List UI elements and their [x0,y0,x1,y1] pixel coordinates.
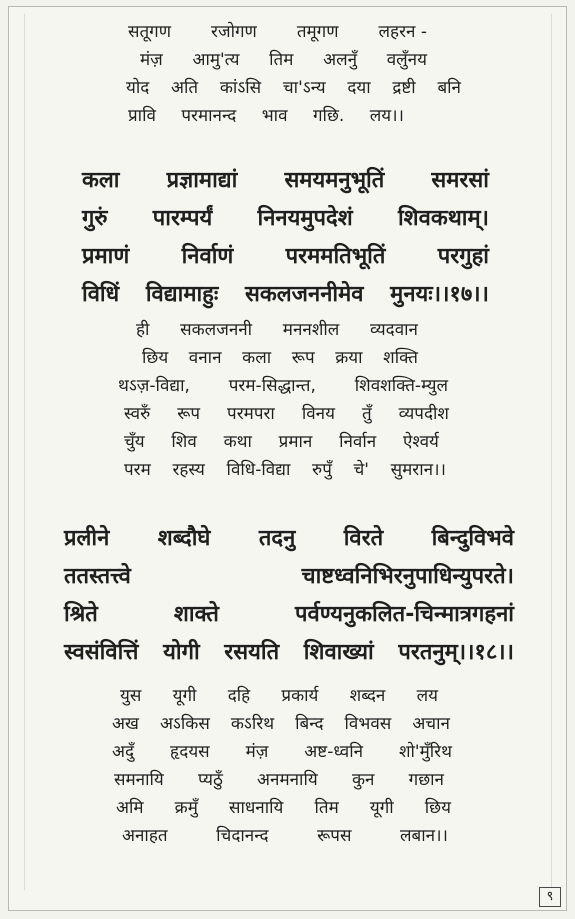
verse-line [64,634,514,672]
word: ऐश्वर्य [402,432,439,452]
word: क्रमुँ [174,798,198,818]
gloss-line [118,682,438,710]
word: हृदयस [169,742,210,762]
word: बनि [437,78,461,98]
word: शिवाख्यां [303,640,374,665]
word: परतनुम्।।१८।। [398,640,514,665]
word: सकलजननीमेव [244,282,364,307]
word: अनाहत [122,826,168,846]
word: अमि [116,798,144,818]
word: शिवकथाम्। [397,206,489,231]
word: रुपुँ [312,460,332,480]
word: मुनयः।।१७।। [390,282,489,307]
word: चुँय [124,432,145,452]
word: विधिं [82,282,120,307]
word: रूप [177,404,201,424]
word: युस [120,686,142,706]
word: योद [126,78,150,98]
word: दया [347,78,371,98]
word: तदनु [258,526,296,551]
word: प्रमान [278,432,313,452]
word: परममतिभूतिं [285,244,386,269]
verse-line [82,200,489,238]
word: बिन्द [295,714,324,734]
gloss-line [128,18,427,46]
verse-line [82,276,489,314]
word: तिम [269,50,294,70]
word: रूप [291,348,315,368]
word: परमानन्द [181,106,237,126]
word: मंज़ [245,742,269,762]
gloss-line [128,316,418,344]
word: चिदानन्द [216,826,269,846]
word: छिय [424,798,451,818]
word: सकलजननी [180,320,253,340]
word: स्वरुँ [124,404,151,424]
word: गुरुं [82,206,108,231]
word: अनमनायि [257,770,318,790]
word: प्रकार्य [281,686,319,706]
word: शक्ति [383,348,418,368]
word: निर्वान [339,432,377,452]
gloss-line [128,344,418,372]
word: प्रलीने [64,526,110,551]
word: प्यठुँ [197,770,223,790]
word: व्यदवान [370,320,418,340]
word: गछान [408,770,444,790]
word: ही [136,320,150,340]
word: रूपस [317,826,352,846]
word: शिव [171,432,197,452]
word: पर्वण्यनुकलित-चिन्मात्रगहनां [295,602,514,627]
word: लबान।। [400,826,448,846]
gloss-line [124,400,449,428]
word: चा'ऽन्य [282,78,326,98]
word: निर्वाणं [181,244,234,269]
gloss-line [112,710,450,738]
verse-line [64,558,514,596]
word: कांऽसि [219,78,262,98]
verse-line [64,596,514,634]
gloss-line [114,766,444,794]
gloss-line [112,738,452,766]
word: निनयमुपदेशं [257,206,353,231]
word: बिन्दुविभवे [431,526,514,551]
word: योगी [163,640,200,665]
word: वलुँनय [386,50,427,70]
word: शाक्ते [173,602,219,627]
word: परमपरा [227,404,275,424]
word: शो'मुँरिथ [398,742,452,762]
gloss-line [128,46,427,74]
gloss-stanza-1 [0,18,461,130]
word: लय।। [369,106,404,126]
word: रजोगण [211,22,257,42]
word: कुन [351,770,375,790]
gloss-line [118,372,448,400]
word: कला [82,168,120,193]
word: अति [171,78,199,98]
word: तमूगण [296,22,339,42]
word: प्रावि [128,106,156,126]
word: छिय [142,348,169,368]
verse-18 [0,520,514,672]
word: भाव [261,106,288,126]
word: रसयति [224,640,280,665]
word: तुँ [361,404,372,424]
verse-line [82,238,489,276]
word: अऽकिस [159,714,210,734]
word: तिम [314,798,339,818]
word: शब्दन [349,686,386,706]
word: ततस्तत्त्वे [64,564,131,589]
word: यूगी [172,686,197,706]
page-number: ९ [539,887,561,907]
word: अष्ट-ध्वनि [304,742,364,762]
word: समनायि [114,770,164,790]
word: रहस्य [172,460,205,480]
word: चाष्टध्वनिभिरनुपाधिन्युपरते। [301,564,514,589]
gloss-line [116,794,451,822]
gloss-stanza-3 [0,682,452,850]
word: अलनुँ [323,50,358,70]
verse-line [82,162,489,200]
verse-17 [0,162,489,314]
word: स्वसंवित्तिं [64,640,139,665]
gloss-line [124,428,439,456]
word: चे' [353,460,369,480]
word: द्रष्टी [392,78,416,98]
word: सुमरान।। [390,460,446,480]
word: गछि. [312,106,345,126]
word: विरते [343,526,384,551]
gloss-line [118,822,448,850]
word: समयमनुभूतिं [284,168,385,193]
word: श्रिते [64,602,98,627]
word: परगुहां [437,244,489,269]
word: शब्दौघे [157,526,211,551]
word: कऽरिथ [230,714,275,734]
gloss-line [124,456,446,484]
word: विद्यामाहुः [145,282,219,307]
word: परम [124,460,151,480]
word: समरसां [431,168,489,193]
word: आमु'त्य [192,50,240,70]
word: वनान [188,348,222,368]
word: अख [112,714,139,734]
word: अचान [412,714,450,734]
gloss-line [128,102,404,130]
word: मंज़ [140,50,163,70]
gloss-stanza-2 [0,316,449,484]
word: अदुँ [112,742,135,762]
word: कथा [223,432,252,452]
word: विभवस [344,714,392,734]
word: पारम्पर्यं [152,206,213,231]
verse-line [64,520,514,558]
word: परम-सिद्धान्त, [228,376,316,396]
word: प्रमाणं [82,244,130,269]
gloss-line [126,74,461,102]
word: शिवशक्ति-म्युल [354,376,448,396]
word: थऽज़-विद्या, [118,376,190,396]
word: कला [242,348,272,368]
word: लय [416,686,438,706]
word: विनय [301,404,335,424]
word: यूगी [369,798,394,818]
word: प्रज्ञामाद्यां [166,168,238,193]
word: सतूगण [128,22,172,42]
word: साधनायि [228,798,284,818]
word: मननशील [282,320,340,340]
word: क्रया [335,348,363,368]
word: विधि-विद्या [226,460,291,480]
word: लहरन - [378,22,427,42]
word: व्यपदीश [398,404,449,424]
word: दहि [227,686,251,706]
